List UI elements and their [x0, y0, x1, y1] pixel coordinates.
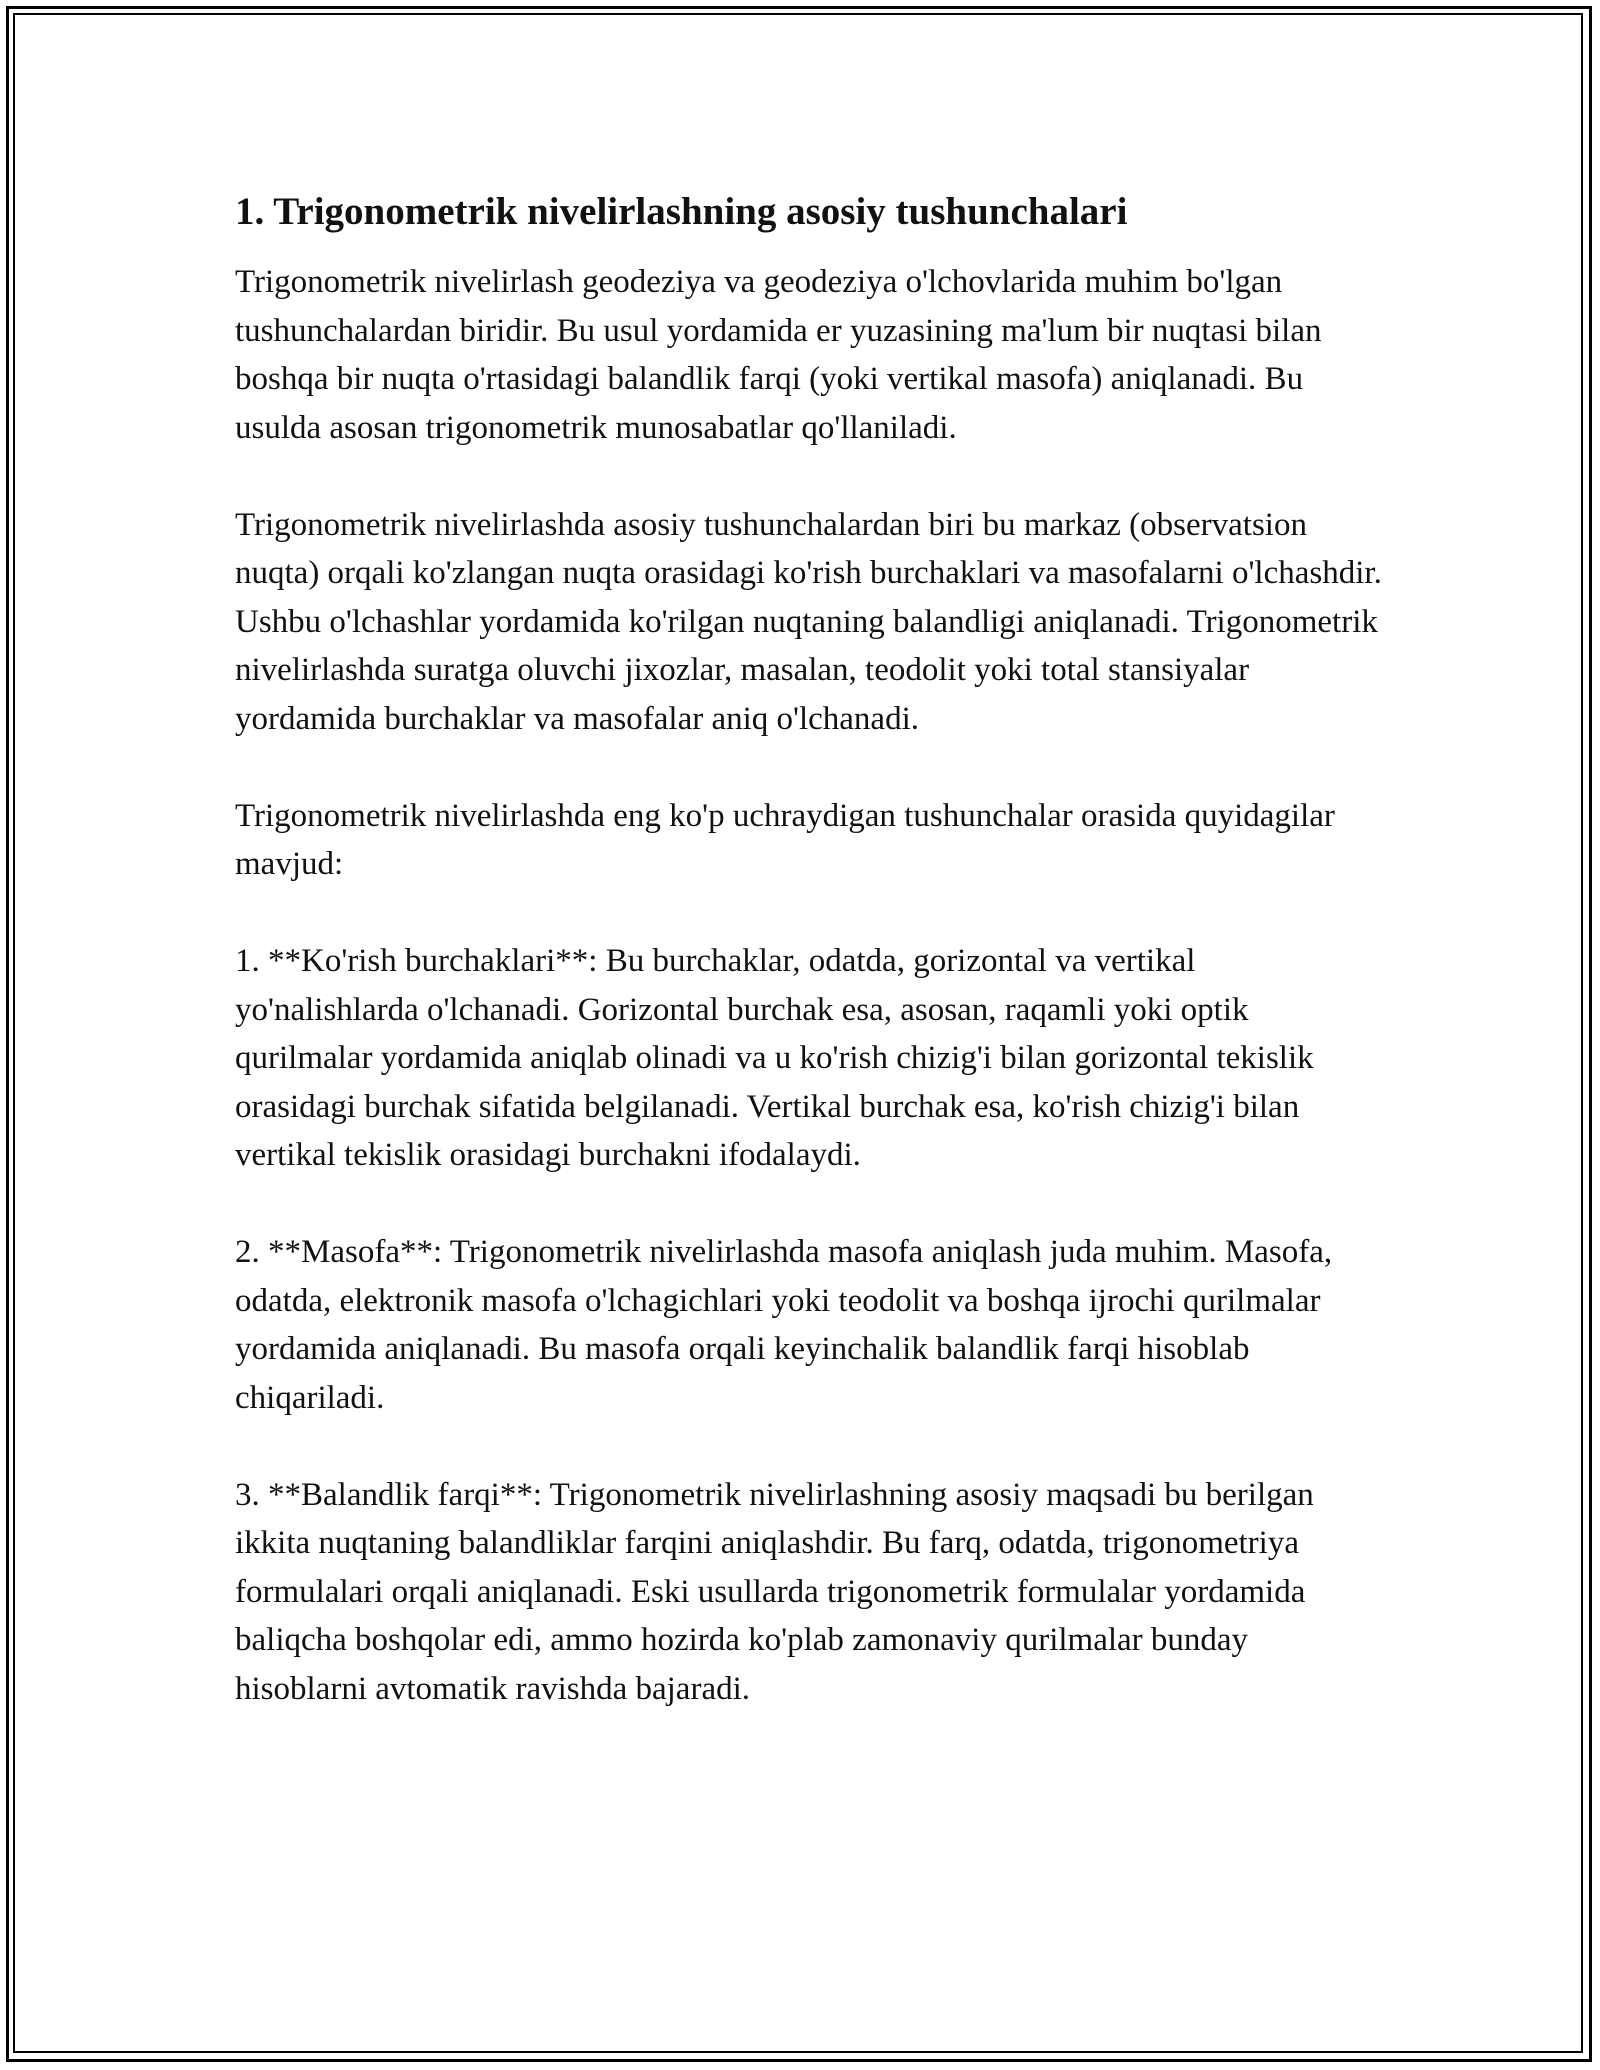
paragraph-list-intro: Trigonometrik nivelirlashda eng ko'p uchraydigan tushunchalar orasida quyidagilar mavjud: — [235, 797, 1335, 882]
section-heading: 1. Trigonometrik nivelirlashning asosiy tushunchalari — [235, 190, 1128, 233]
list-item-viewing-angles: 1. **Ko'rish burchaklari**: Bu burchaklar, odatda, gorizontal va vertikal yo'nalishlarda o'lchanadi. Gorizontal burchak esa, asosan, raqamli yoki optik qurilmalar yordamida aniqlab olinadi va u ko'rish chizig'i bilan gorizontal tekislik orasidagi burchak sifatida belgilanadi. Vertikal burchak esa, ko'rish chizig'i bilan vertikal tekislik orasidagi burchakni ifodalaydi. — [235, 943, 1314, 1173]
paragraph-main-concepts: Trigonometrik nivelirlashda asosiy tushunchalardan biri bu markaz (observatsion nuqta) orqali ko'zlangan nuqta orasidagi ko'rish burchaklari va masofalarni o'lchashdir. Ushbu o'lchashlar yordamida ko'rilgan nuqtaning balandligi aniqlanadi. Trigonometrik nivelirlashda suratga oluvchi jixozlar, masalan, teodolit yoki total stansiyalar yordamida burchaklar va masofalar aniq o'lchanadi. — [235, 506, 1382, 737]
list-item-distance: 2. **Masofa**: Trigonometrik nivelirlashda masofa aniqlash juda muhim. Masofa, odatda, elektronik masofa o'lchagichlari yoki teodolit va boshqa ijrochi qurilmalar yordamida aniqlanadi. Bu masofa orqali keyinchalik balandlik farqi hisoblab chiqariladi. — [235, 1234, 1333, 1416]
list-item-height-difference: 3. **Balandlik farqi**: Trigonometrik nivelirlashning asosiy maqsadi bu berilgan ikkita nuqtaning balandliklar farqini aniqlashdir. Bu farq, odatda, trigonometriya formulalari orqali aniqlanadi. Eski usullarda trigonometrik formulalar yordamida baliqcha boshqolar edi, ammo hozirda ko'plab zamonaviy qurilmalar bunday hisoblarni avtomatik ravishda bajaradi. — [235, 1476, 1314, 1707]
paragraph-intro: Trigonometrik nivelirlash geodeziya va geodeziya o'lchovlarida muhim bo'lgan tushunchalardan biridir. Bu usul yordamida er yuzasining ma'lum bir nuqtasi bilan boshqa bir nuqta o'rtasidagi balandlik farqi (yoki vertikal masofa) aniqlanadi. Bu usulda asosan trigonometrik munosabatlar qo'llaniladi. — [235, 264, 1322, 446]
document-body — [235, 188, 1385, 1762]
